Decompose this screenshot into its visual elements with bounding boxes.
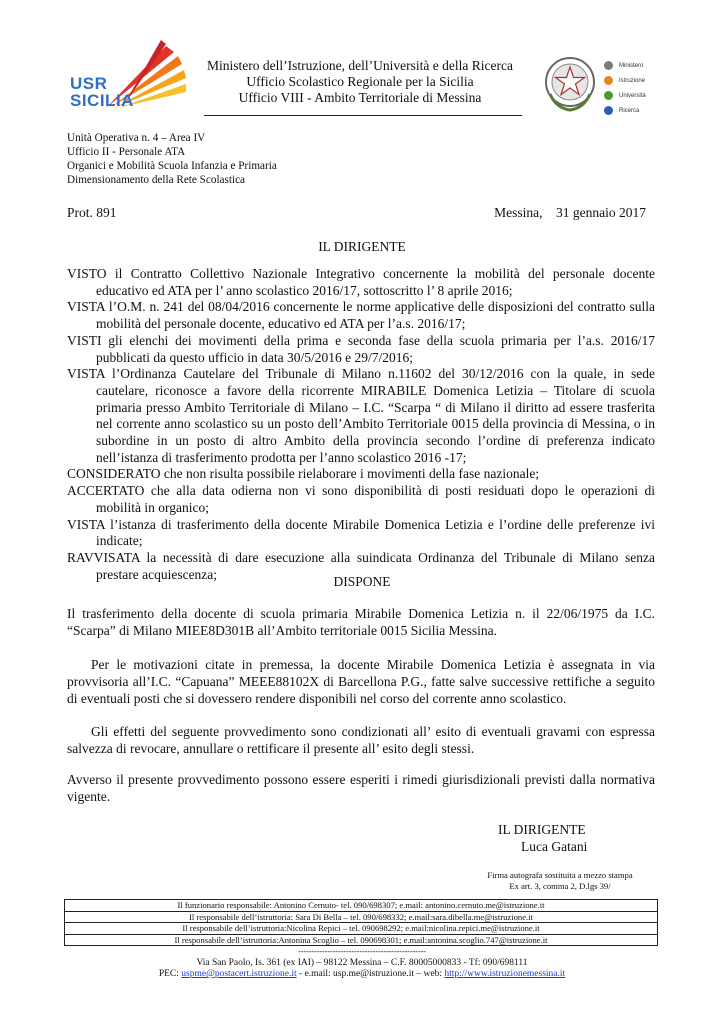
table-row — [65, 923, 658, 935]
responsible-cell: Il responsabile dell’istruttoria: Sara Di Bella – tel. 090/698332; e.mail:sara.dibella.me@istruzione.it — [65, 911, 658, 923]
miur-logo — [604, 58, 684, 118]
ministry-heading — [200, 58, 520, 106]
consideration-item: VISTI gli elenchi dei movimenti della prima e seconda fase della scuola primaria per l’a.s. 2016/17 pubblicati da questo ufficio in data 30/5/2016 e 29/7/2016; — [67, 332, 655, 365]
miur-row — [604, 88, 684, 103]
remedies-paragraph: Avverso il presente provvedimento possono essere esperiti i rimedi giurisdizionali previsti dalla normativa vigente. — [67, 772, 655, 804]
signature-note-line: Firma autografa sostituita a mezzo stampa — [487, 870, 633, 880]
miur-label: Università — [619, 92, 646, 99]
italian-republic-emblem-icon — [542, 54, 598, 114]
miur-label: Ministero — [619, 62, 644, 69]
ministry-name: Ministero dell’Istruzione, dell’Università e della Ricerca — [207, 58, 513, 73]
signature-note-line: Ex art. 3, comma 2, D.lgs 39/ — [509, 881, 611, 891]
table-row — [65, 900, 658, 912]
document-date: Messina, 31 gennaio 2017 — [494, 205, 646, 220]
territorial-office-name: Ufficio VIII - Ambito Territoriale di Messina — [238, 90, 482, 105]
signature-name: Luca Gatani — [521, 839, 588, 854]
effects-paragraph: Gli effetti del seguente provvedimento sono condizionati all’ esito di eventuali gravami con espressa salvezza di revocare, annullare o rettificare il presente all’ esito degli stessi. — [67, 724, 655, 756]
miur-row — [604, 58, 684, 73]
assignment-paragraph: Per le motivazioni citate in premessa, la docente Mirabile Domenica Letizia è assegnata in via provvisoria all’I.C. “Capuana” MEEE88102X di Barcellona P.G., fatte salve successive rettifiche a seguito di eventuali posti che si dovessero rendere disponibili nel corso del corrente anno scolastico. — [67, 657, 655, 706]
pec-email-link[interactable]: uspme@postacert.istruzione.it — [181, 969, 297, 979]
dirigente-heading: IL DIRIGENTE — [318, 239, 406, 254]
miur-i-icon — [604, 76, 613, 85]
footer-contacts — [0, 969, 724, 980]
consideration-item: VISTA l’istanza di trasferimento della docente Mirabile Domenica Letizia e l’ordine delle preferenze ivi indicate; — [67, 516, 655, 549]
protocol-number: Prot. 891 — [67, 205, 117, 220]
miur-row — [604, 73, 684, 88]
responsible-cell: Il funzionario responsabile: Antonino Cernuto- tel. 090/698307; e.mail: antonino.cernuto.me@istruzione.it — [65, 900, 658, 912]
dispone-heading: DISPONE — [333, 574, 391, 589]
responsibles-table — [64, 899, 658, 946]
signature-title: IL DIRIGENTE — [498, 822, 586, 837]
footer-address: Via San Paolo, Is. 361 (ex IAI) – 98122 Messina – C.F. 80005000833 - Tf: 090/698111 — [196, 958, 528, 968]
table-row — [65, 911, 658, 923]
consideration-item: RAVVISATA la necessità di dare esecuzione alla suindicata Ordinanza del Tribunale di Milano senza prestare acquiescenza; — [67, 549, 655, 582]
signature-note — [468, 870, 652, 892]
transfer-paragraph: Il trasferimento della docente di scuola primaria Mirabile Domenica Letizia n. il 22/06/1975 da I.C. “Scarpa” di Milano MIEE8D301B all’Ambito territoriale 0015 Sicilia Messina. — [67, 606, 655, 638]
consideration-item: CONSIDERATO che non risulta possibile rielaborare i movimenti della fase nazionale; — [67, 466, 540, 482]
table-row — [65, 934, 658, 946]
responsible-cell: Il responsabile dell’istruttoria:Antonina Scoglio – tel. 090698301; e.mail:antonina.scoglio.747@istruzione.it — [65, 934, 658, 946]
consideration-item: ACCERTATO che alla data odierna non vi sono disponibilità di posti residuati dopo le operazioni di mobilità in organico; — [67, 483, 655, 515]
header-divider — [204, 115, 522, 116]
consideration-item: VISTA l’Ordinanza Cautelare del Tribunale di Milano n.11602 del 30/12/2016 con la quale, in sede cautelare, riconosce a favore della ricorrente MIRABILE Domenica Letizia – Titolare di scuola primaria presso Ambito Territoriale di Milano – I.C. “Scarpa “ di Milano il diritto ad essere trasferita nel corrente anno scolastico su un posto dell’Ambito Territoriale 0015 della provincia di Messina, o in subordine in un posto di altro Ambito della provincia secondo l’ordine di preferenza indicato nell’istanza di trasferimento prodotta per l’anno scolastico 2016 -17; — [67, 366, 655, 465]
miur-r-icon — [604, 106, 613, 115]
footer-separator: ------------------------------------------------ — [298, 947, 426, 956]
consideration-item: VISTA l’O.M. n. 241 del 08/04/2016 concernente le norme applicative delle disposizioni del contratto sulla mobilità del personale docente, educativo ed ATA per l’a.s. 2016/17; — [67, 299, 655, 332]
miur-label: Istruzione — [619, 77, 646, 84]
miur-m-icon — [604, 61, 613, 70]
miur-u-icon — [604, 91, 613, 100]
website-link[interactable]: http://www.istruzionemessina.it — [444, 969, 566, 979]
regional-office-name: Ufficio Scolastico Regionale per la Sicilia — [246, 74, 474, 89]
unit-line: Organici e Mobilità Scuola Infanzia e Primaria — [67, 160, 277, 172]
considerations-list — [67, 266, 655, 583]
miur-row — [604, 103, 684, 118]
responsible-cell: Il responsabile dell’istruttoria:Nicolina Repici – tel. 090698292; e.mail:nicolina.repici.me@istruzione.it — [65, 923, 658, 935]
unit-line: Ufficio II - Personale ATA — [67, 146, 186, 158]
pec-label: PEC: — [158, 969, 179, 979]
usr-sicilia-logo — [66, 38, 196, 113]
logo-text-sicilia: SICILIA — [70, 91, 134, 110]
operational-unit-block — [67, 131, 277, 187]
footer-email-text: - e.mail: usp.me@istruzione.it – web: — [298, 969, 443, 979]
consideration-item: VISTO il Contratto Collettivo Nazionale Integrativo concernente la mobilità del personale docente educativo ed ATA per l’ anno scolastico 2016/17, sottoscritto l’ 8 aprile 2016; — [67, 266, 655, 298]
miur-label: Ricerca — [619, 107, 640, 114]
unit-line: Dimensionamento della Rete Scolastica — [67, 174, 246, 186]
logo-text-usr: USR — [70, 74, 108, 93]
unit-line: Unità Operativa n. 4 – Area IV — [67, 132, 206, 144]
